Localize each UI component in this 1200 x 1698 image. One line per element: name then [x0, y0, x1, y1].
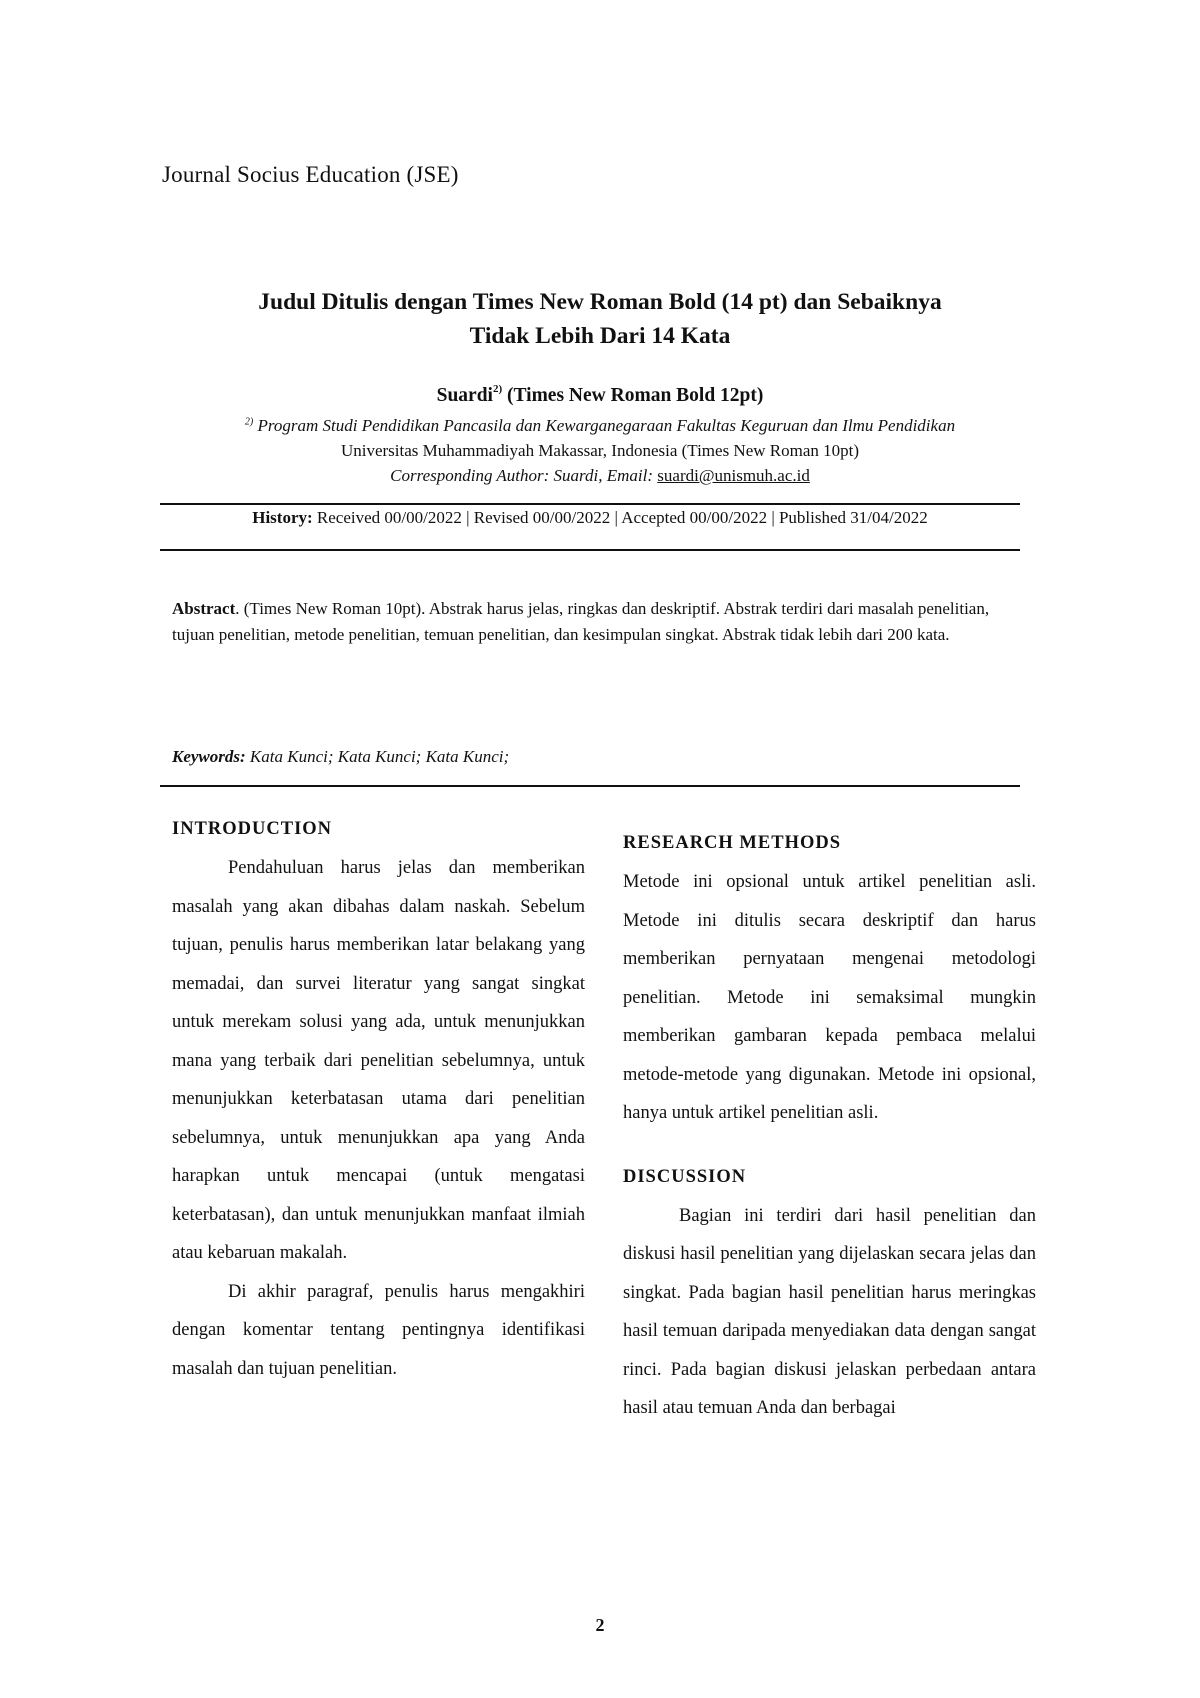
divider-history	[160, 549, 1020, 551]
introduction-paragraph-2: Di akhir paragraf, penulis harus mengakhiri dengan komentar tentang pentingnya identifikasi masalah dan tujuan penelitian.	[172, 1281, 585, 1379]
author-superscript: 2)	[492, 382, 503, 395]
left-column	[172, 815, 585, 1388]
author-name: Suardi	[436, 385, 493, 406]
keywords	[172, 747, 509, 767]
methods-heading: RESEARCH METHODS	[623, 833, 841, 853]
author-font-note: (Times New Roman Bold 12pt)	[502, 385, 764, 406]
divider-keywords	[160, 785, 1020, 787]
history-label: History:	[252, 508, 313, 527]
right-column	[623, 829, 1036, 1428]
title-line-1: Judul Ditulis dengan Times New Roman Bold (14 pt) dan Sebaiknya	[258, 289, 942, 315]
affiliation	[160, 413, 1040, 488]
abstract-label: Abstract	[172, 599, 236, 618]
page-number: 2	[595, 1615, 605, 1635]
introduction-paragraph-1: Pendahuluan harus jelas dan memberikan masalah yang akan dibahas dalam naskah. Sebelum tujuan, penulis harus memberikan latar belakang yang memadai, dan survei literatur yang sangat singkat untuk merekam solusi yang ada, untuk menunjukkan mana yang terbaik dari penelitian sebelumnya, untuk menunjukkan keterbatasan utama dari penelitian sebelumnya, untuk menunjukkan apa yang Anda harapkan untuk mencapai (untuk mengatasi keterbatasan), dan untuk menunjukkan manfaat ilmiah atau kebaruan makalah.	[172, 858, 585, 1263]
abstract	[172, 596, 1022, 648]
author-line	[160, 382, 1040, 407]
paper-title	[160, 285, 1040, 353]
corresponding-author: Corresponding Author: Suardi, Email: suardi@unismuh.ac.id	[390, 466, 810, 485]
title-line-2: Tidak Lebih Dari 14 Kata	[469, 323, 731, 349]
history-dates: Received 00/00/2022 | Revised 00/00/2022 | Accepted 00/00/2022 | Published 31/04/2022	[312, 508, 928, 527]
discussion-heading: DISCUSSION	[623, 1166, 747, 1187]
keywords-text: Kata Kunci; Kata Kunci; Kata Kunci;	[245, 747, 510, 766]
affiliation-line-2: Universitas Muhammadiyah Makassar, Indonesia (Times New Roman 10pt)	[340, 441, 860, 460]
affiliation-superscript: 2)	[244, 416, 254, 428]
methods-paragraph: Metode ini opsional untuk artikel penelitian asli. Metode ini ditulis secara deskriptif dan harus memberikan pernyataan mengenai metodologi penelitian. Metode ini semaksimal mungkin memberikan gambaran kepada pembaca melalui metode-metode yang digunakan. Metode ini opsional, hanya untuk artikel penelitian asli.	[623, 872, 1036, 1123]
introduction-heading: INTRODUCTION	[172, 819, 333, 839]
abstract-text: . (Times New Roman 10pt). Abstrak harus jelas, ringkas dan deskriptif. Abstrak terdiri dari masalah penelitian, tujuan penelitian, metode penelitian, temuan penelitian, dan kesimpulan singkat. Abstrak tidak lebih dari 200 kata.	[172, 599, 990, 644]
divider-top	[160, 503, 1020, 505]
journal-name: Journal Socius Education (JSE)	[162, 162, 459, 187]
discussion-paragraph: Bagian ini terdiri dari hasil penelitian dan diskusi hasil penelitian yang dijelaskan secara jelas dan singkat. Pada bagian hasil penelitian harus meringkas hasil temuan daripada menyediakan data dengan sangat rinci. Pada bagian diskusi jelaskan perbedaan antara hasil atau temuan Anda dan berbagai	[623, 1205, 1036, 1418]
email-link[interactable]: suardi@unismuh.ac.id	[657, 466, 810, 485]
history-line	[160, 508, 1020, 528]
affiliation-line-1: $^{2)}$ Program Studi Pendidikan Pancasila dan Kewarganegaraan Fakultas Keguruan dan Ilmu Pendidikan	[244, 416, 956, 435]
keywords-label: Keywords:	[172, 747, 246, 766]
